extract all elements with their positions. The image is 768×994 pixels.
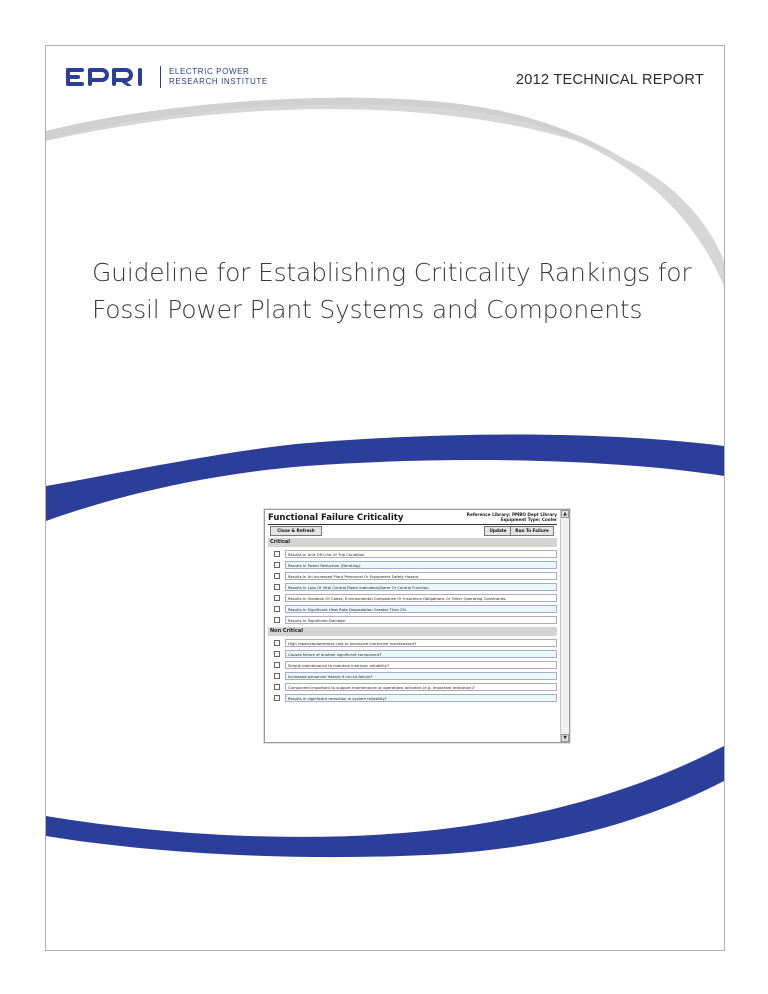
non-critical-item-label: Increased personnel hazard if run-to-failure? bbox=[285, 672, 557, 680]
report-type-label: 2012 TECHNICAL REPORT bbox=[515, 72, 704, 88]
non-critical-checkbox[interactable] bbox=[274, 684, 280, 690]
critical-item-label: Results In Unit Off Line Or Trip Condition. bbox=[285, 550, 557, 558]
critical-checkbox[interactable] bbox=[274, 617, 280, 623]
scroll-up-arrow-icon[interactable]: ▲ bbox=[561, 510, 569, 518]
close-refresh-button[interactable]: Close & Refresh bbox=[270, 526, 322, 536]
app-title: Functional Failure Criticality bbox=[268, 513, 404, 523]
critical-checkbox[interactable] bbox=[274, 573, 280, 579]
critical-item-row bbox=[268, 571, 557, 580]
cover-page bbox=[45, 45, 725, 951]
non-critical-checkbox[interactable] bbox=[274, 662, 280, 668]
critical-checkbox[interactable] bbox=[274, 562, 280, 568]
logo-divider bbox=[160, 66, 161, 88]
epri-logo-mark bbox=[66, 68, 152, 86]
critical-item-label: Results In An Increased Plant Personnel Or Equipment Safety Hazard. bbox=[285, 572, 557, 580]
critical-item-label: Results In Violation Of Codes, Environmental Compliance Or Insurance Obligations Or Other Operating Constraints. bbox=[285, 594, 557, 602]
report-title bbox=[92, 254, 702, 328]
functional-failure-criticality-window bbox=[264, 509, 570, 743]
non-critical-checkbox[interactable] bbox=[274, 651, 280, 657]
critical-checkbox[interactable] bbox=[274, 584, 280, 590]
critical-item-row bbox=[268, 560, 557, 569]
report-title-line-1: Guideline for Establishing Criticality Rankings for bbox=[92, 258, 692, 287]
critical-item-row bbox=[268, 604, 557, 613]
critical-item-label: Results In Significant Damage. bbox=[285, 616, 557, 624]
non-critical-item-row bbox=[268, 638, 557, 647]
critical-section-heading: Critical bbox=[268, 538, 557, 547]
report-title-line-2: Fossil Power Plant Systems and Components bbox=[92, 295, 643, 324]
reference-library: Reference Library: PMBO Dept Library bbox=[466, 512, 557, 517]
epri-logo bbox=[66, 66, 268, 88]
non-critical-item-label: Results in significant reduction in system reliability? bbox=[285, 694, 557, 702]
logo-line-1: ELECTRIC POWER bbox=[169, 67, 250, 76]
blue-swoosh-graphic bbox=[46, 46, 724, 950]
critical-item-label: Results In Significant Heat Rate Degradation Greater Than 2%. bbox=[285, 605, 557, 613]
non-critical-checkbox[interactable] bbox=[274, 640, 280, 646]
non-critical-item-row bbox=[268, 660, 557, 669]
critical-item-row bbox=[268, 582, 557, 591]
app-header bbox=[268, 512, 557, 524]
non-critical-checkbox[interactable] bbox=[274, 695, 280, 701]
critical-item-row bbox=[268, 615, 557, 624]
logo-line-2: RESEARCH INSTITUTE bbox=[169, 77, 268, 86]
non-critical-item-row bbox=[268, 649, 557, 658]
update-button[interactable]: Update bbox=[484, 526, 512, 536]
non-critical-item-label: Component important to support maintenance or operations activities (e.g. important indication)? bbox=[285, 683, 557, 691]
non-critical-item-row bbox=[268, 682, 557, 691]
header-divider bbox=[268, 524, 557, 525]
critical-checkbox[interactable] bbox=[274, 606, 280, 612]
non-critical-item-label: High repair/replacement cost or excessive corrective maintenance? bbox=[285, 639, 557, 647]
non-critical-item-row bbox=[268, 671, 557, 680]
critical-item-row bbox=[268, 593, 557, 602]
critical-checkbox[interactable] bbox=[274, 595, 280, 601]
non-critical-item-label: Causes failure of another significant component? bbox=[285, 650, 557, 658]
logo-text bbox=[169, 67, 268, 87]
non-critical-section-heading: Non Critical bbox=[268, 627, 557, 636]
critical-item-row bbox=[268, 549, 557, 558]
equipment-type: Equipment Type: Cooler bbox=[500, 517, 557, 522]
non-critical-checkbox[interactable] bbox=[274, 673, 280, 679]
vertical-scrollbar[interactable] bbox=[560, 510, 569, 742]
critical-item-label: Results In Power Reduction (Derating). bbox=[285, 561, 557, 569]
non-critical-item-row bbox=[268, 693, 557, 702]
critical-checkbox[interactable] bbox=[274, 551, 280, 557]
critical-item-label: Results In Loss Of Vital Control Room Indication/Alarm Or Control Function. bbox=[285, 583, 557, 591]
non-critical-item-label: Simple maintenance to maintain instrinsic reliability? bbox=[285, 661, 557, 669]
reference-info bbox=[467, 512, 557, 522]
scroll-down-arrow-icon[interactable]: ▼ bbox=[561, 734, 569, 742]
run-to-failure-button[interactable]: Run To Failure bbox=[510, 526, 554, 536]
